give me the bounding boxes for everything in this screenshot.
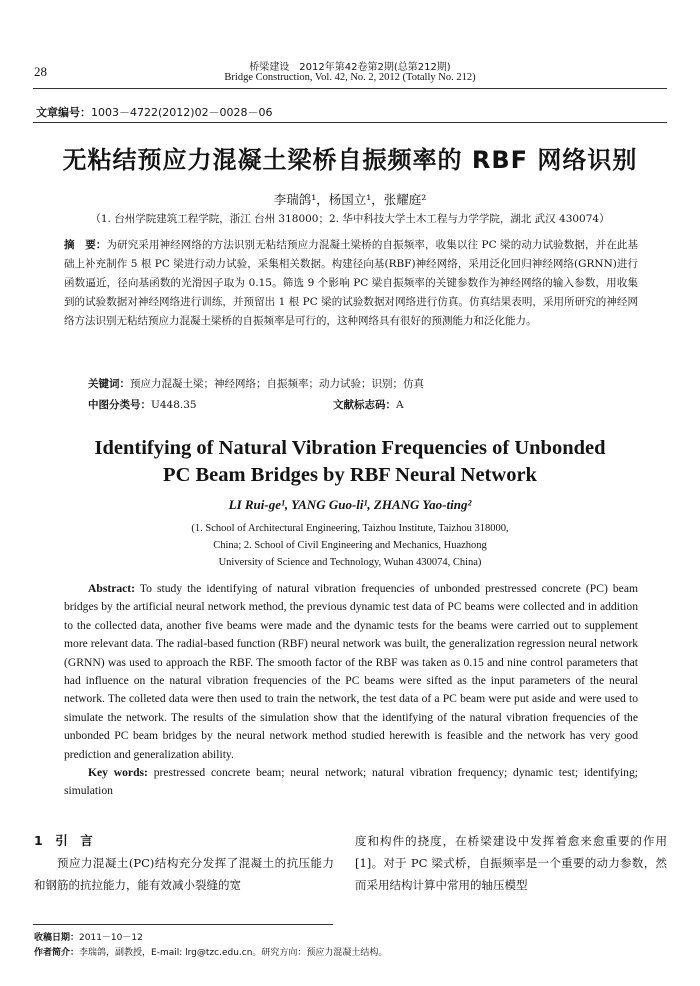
- english-affiliation: [90, 520, 610, 571]
- author-bio: [34, 945, 387, 958]
- page-number: 28: [34, 64, 47, 79]
- english-title-line1: Identifying of Natural Vibration Frequencies of Unbonded: [94, 437, 606, 459]
- document-code: [333, 397, 404, 412]
- received-label: 收稿日期：: [34, 933, 80, 943]
- article-number-label: 文章编号：: [36, 106, 91, 119]
- classification-value: U448.35: [151, 399, 197, 411]
- document-code-value: A: [396, 399, 404, 411]
- english-abstract: [64, 580, 638, 801]
- author-bio-label: 作者简介：: [34, 948, 80, 958]
- english-affiliation-line1: (1. School of Architectural Engineering, Taizhou Institute, Taizhou 318000,: [191, 523, 509, 534]
- english-keywords-text: prestressed concrete beam; neural network; natural vibration frequency; dynamic test; identifying; simulation: [64, 766, 638, 798]
- received-value: 2011－10－12: [79, 933, 143, 943]
- english-title: [40, 435, 660, 489]
- chinese-authors: 李瑞鸽¹，杨国立¹，张耀庭²: [273, 192, 427, 207]
- english-keywords-label: Key words:: [88, 766, 148, 780]
- chinese-keywords-text: 预应力混凝土梁；神经网络；自振频率；动力试验；识别；仿真: [130, 378, 424, 390]
- section-heading: 1 引 言: [34, 833, 93, 848]
- chinese-keywords: [88, 376, 424, 391]
- received-date: [34, 930, 143, 943]
- english-abstract-text: To study the identifying of natural vibration frequencies of unbonded prestressed concrete (PC) beam bridges by the artificial neural network method, the previous dynamic test data of PC beams were collected and in addition to the collected data, another five beams were made and the dynamic tests for the beams were carried out to supplement more relevant data. The radial-based function (RBF) neural network was built, the generalization regression neural network (GRNN) was used to approach the RBF. The smooth factor of the RBF was taken as 0.15 and nine control parameters that had influence on the natural vibration frequencies of the PC beams were sifted as the input parameters of the neural network. The colleted data were then used to train the network, the test data of a PC beam were put aside and were used to simulate the network. The results of the simulation show that the identifying of the natural vibration frequencies of the unbonded PC beam bridges by the neural network method studied herewith is feasible and the network has very good prediction and generalization ability.: [64, 582, 638, 761]
- english-affiliation-line3: University of Science and Technology, Wuhan 430074, China): [218, 557, 482, 568]
- english-abstract-label: Abstract:: [88, 582, 136, 595]
- article-number-value: 1003－4722(2012)02－0028－06: [91, 106, 273, 119]
- body-right-column: 度和构件的挠度，在桥梁建设中发挥着愈来愈重要的作用[1]。对于 PC 梁式桥，自振频率是一个重要的动力参数，然而采用结构计算中常用的轴压模型: [355, 834, 667, 892]
- journal-header-en: Bridge Construction, Vol. 42, No. 2, 2012 (Totally No. 212): [224, 72, 476, 83]
- chinese-keywords-label: 关键词：: [88, 378, 130, 390]
- english-title-line2: PC Beam Bridges by RBF Neural Network: [163, 464, 537, 486]
- classification-label: 中图分类号：: [88, 399, 151, 411]
- english-keywords: [64, 764, 638, 801]
- chinese-abstract: [64, 236, 638, 331]
- article-number: [36, 104, 273, 120]
- english-affiliation-line2: China; 2. School of Civil Engineering and Mechanics, Huazhong: [213, 540, 487, 551]
- chinese-title: 无粘结预应力混凝土梁桥自振频率的 RBF 网络识别: [62, 146, 638, 174]
- body-left-column: 预应力混凝土(PC)结构充分发挥了混凝土的抗压能力和钢筋的抗拉能力，能有效减小裂缝的宽: [34, 856, 334, 892]
- classification-number: [88, 397, 197, 412]
- english-authors: LI Rui-ge¹, YANG Guo-li¹, ZHANG Yao-ting²: [228, 497, 472, 512]
- footnote-rule: [33, 924, 333, 925]
- chinese-abstract-label: 摘 要：: [64, 239, 107, 251]
- journal-header-cn: 桥梁建设 2012年第42卷第2期(总第212期): [249, 62, 451, 73]
- author-bio-value: 李瑞鸽，副教授，E-mail: lrg@tzc.edu.cn。研究方向：预应力混凝土结构。: [79, 948, 388, 958]
- header-rule: [33, 88, 667, 89]
- chinese-affiliation: （1. 台州学院建筑工程学院，浙江 台州 318000；2. 华中科技大学土木工程与力学学院，湖北 武汉 430074）: [90, 213, 610, 225]
- document-code-label: 文献标志码：: [333, 399, 396, 411]
- chinese-abstract-text: 为研究采用神经网络的方法识别无粘结预应力混凝土梁桥的自振频率，收集以往 PC 梁的动力试验数据，并在此基础上补充制作 5 根 PC 梁进行动力试验，采集相关数据。构建径向基(RBF)神经网络，采用泛化回归神经网络(GRNN)进行函数逼近，径向基函数的光滑因子取为 0.15。筛选 9 个影响 PC 梁自振频率的关键参数作为神经网络的输入参数，用收集到的试验数据对神经网络进行训练，并预留出 1 根 PC 梁的试验数据对网络进行仿真。仿真结果表明，采用所研究的神经网络方法识别无粘结预应力混凝土梁桥的自振频率是可行的，这种网络具有很好的预测能力和泛化能力。: [64, 239, 639, 327]
- article-number-rule: [33, 122, 667, 123]
